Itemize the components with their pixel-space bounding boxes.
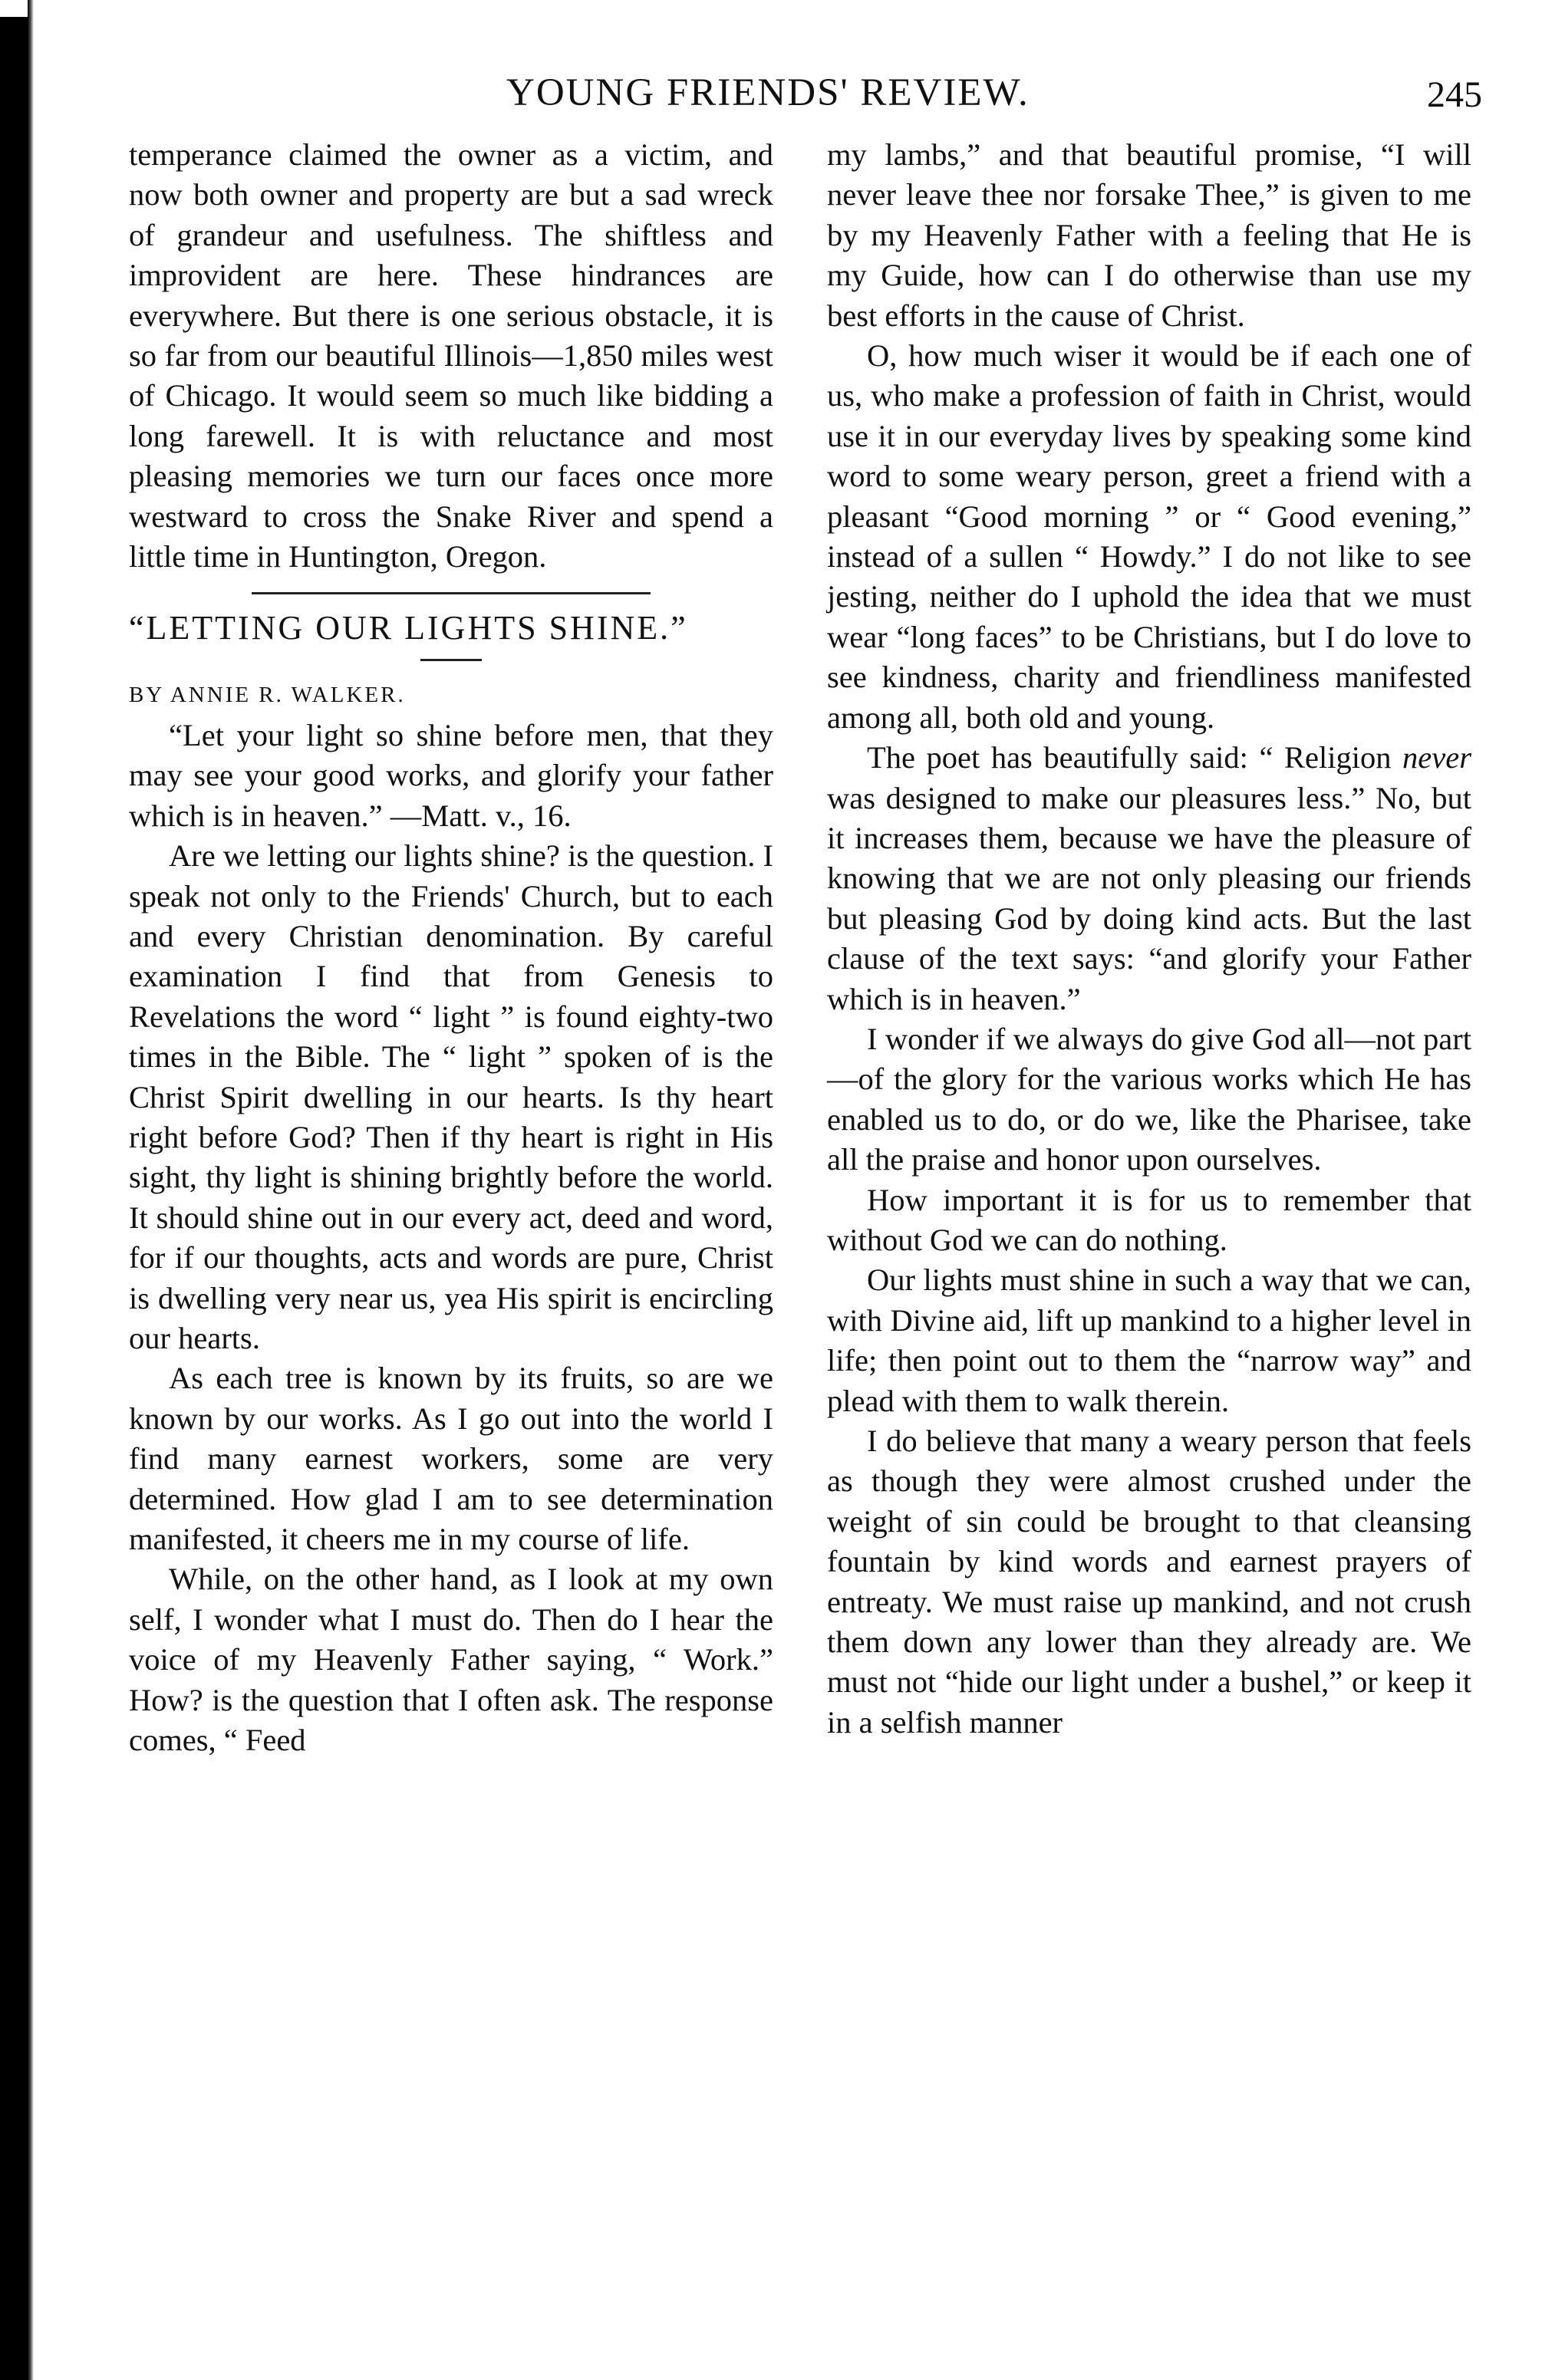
page-number: 245 <box>1427 74 1482 115</box>
article-byline: BY ANNIE R. WALKER. <box>129 683 406 708</box>
paragraph: Are we letting our lights shine? is the question. I speak not only to the Friends' Church, but to each and every Christian denomination. By careful examination I find that from Genesis to Revelations the word “ light ” is found eighty-two times in the Bible. The “ light ” spoken of is the Christ Spirit dwelling in our hearts. Is thy heart right before God? Then if thy heart is right in His sight, thy light is shining brightly before the world. It should shine out in our every act, deed and word, for if our thoughts, acts and words are pure, Christ is dwelling very near us, yea His spirit is encircling our hearts. <box>129 838 773 1355</box>
running-head <box>0 71 1542 124</box>
right-column <box>827 135 1471 1743</box>
paragraph: I do believe that many a weary person that feels as though they were almost crushed under the weight of sin could be brought to that cleansing fountain by kind words and earnest prayers of entreaty. We must raise up mankind, and not crush them down any lower than they already are. We must not “hide our light under a bushel,” or keep it in a selfish manner <box>827 1424 1471 1740</box>
text-run: The poet has beautifully said: “ Religion <box>867 740 1403 775</box>
paragraph <box>827 738 1471 1019</box>
journal-title: YOUNG FRIENDS' REVIEW. <box>506 71 1030 114</box>
section-divider <box>252 592 651 594</box>
article-heading: “LETTING OUR LIGHTS SHINE.” <box>129 609 688 647</box>
paragraph: How important it is for us to remember that without God we can do nothing. <box>827 1182 1471 1257</box>
text-run: was designed to make our pleasures less.” No, but it increases them, because we have the pleasure of knowing that we are not only pleasing our friends but pleasing God by doing kind acts. But the last clause of the text says: “and glorify your Father which is in heaven.” <box>827 780 1471 1016</box>
epigraph: “Let your light so shine before men, that they may see your good works, and glorify your father which is in heaven.” —Matt. v., 16. <box>129 717 773 833</box>
scan-margin-bar <box>0 0 34 2380</box>
paragraph: I wonder if we always do give God all—not part—of the glory for the various works which He has enabled us to do, or do we, like the Pharisee, take all the praise and honor upon ourselves. <box>827 1021 1471 1177</box>
paragraph: While, on the other hand, as I look at my own self, I wonder what I must do. Then do I hear the voice of my Heavenly Father saying, “ Work.” How? is the question that I often ask. The response comes, “ Feed <box>129 1562 773 1758</box>
paragraph: Our lights must shine in such a way that we can, with Divine aid, lift up mankind to a higher level in life; then point out to them the “narrow way” and plead with them to walk therein. <box>827 1262 1471 1418</box>
paragraph: my lambs,” and that beautiful promise, “I will never leave thee nor forsake Thee,” is given to me by my Heavenly Father with a feeling that He is my Guide, how can I do otherwise than use my best efforts in the cause of Christ. <box>827 137 1471 333</box>
paragraph: O, how much wiser it would be if each one of us, who make a profession of faith in Christ, would use it in our everyday lives by speaking some kind word to some weary person, greet a friend with a pleasant “Good morning ” or “ Good evening,” instead of a sullen “ Howdy.” I do not like to see jesting, neither do I uphold the idea that we must wear “long faces” to be Christians, but I do love to see kindness, charity and friendliness manifested among all, both old and young. <box>827 338 1471 735</box>
heading-rule <box>420 659 482 661</box>
paragraph: As each tree is known by its fruits, so are we known by our works. As I go out into the world I find many earnest workers, some are very determined. How glad I am to see determination manifested, it cheers me in my course of life. <box>129 1361 773 1556</box>
left-column <box>129 135 773 1760</box>
paragraph: temperance claimed the owner as a victim, and now both owner and property are but a sad wreck of grandeur and usefulness. The shiftless and improvident are here. These hindrances are everywhere. But there is one serious obstacle, it is so far from our beautiful Illinois—1,850 miles west of Chicago. It would seem so much like bidding a long farewell. It is with reluctance and most pleasing memories we turn our faces once more westward to cross the Snake River and spend a little time in Huntington, Oregon. <box>129 137 773 574</box>
emphasis-text: never <box>1402 740 1471 775</box>
